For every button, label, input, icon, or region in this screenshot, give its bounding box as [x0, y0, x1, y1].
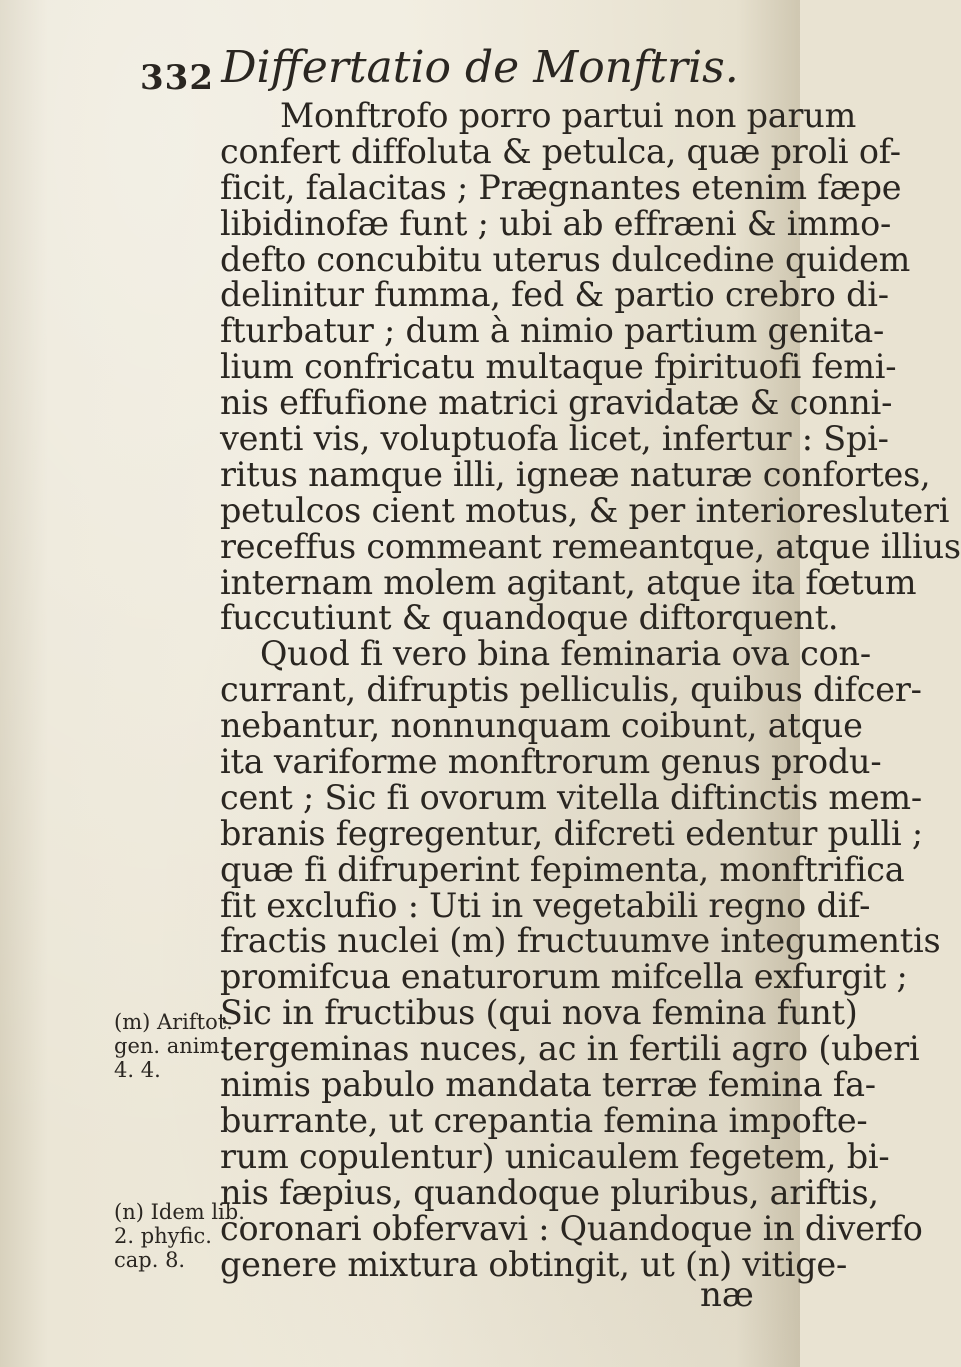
text-line: promifcua enaturorum mifcella exfurgit ;: [220, 957, 908, 997]
margin-note-line: cap. 8.: [114, 1248, 186, 1272]
page-number: 332: [140, 58, 214, 98]
text-line: genere mixtura obtingit, ut (n) vitige-: [220, 1244, 848, 1284]
text-line: delinitur fumma, fed & partio crebro di-: [220, 275, 889, 315]
text-line: defto concubitu uterus dulcedine quidem: [220, 239, 911, 279]
text-line: Sic in fructibus (qui nova femina funt): [220, 993, 858, 1033]
text-line: Quod fi vero bina feminaria ova con-: [260, 634, 871, 674]
margin-note-line: 4. 4.: [114, 1058, 161, 1082]
text-line: venti vis, voluptuofa licet, infertur : Spi-: [220, 419, 889, 459]
text-line: currant, difruptis pelliculis, quibus difcer-: [220, 670, 922, 710]
text-line: receffus commeant remeantque, atque illius: [220, 526, 961, 566]
margin-note-line: (n) Idem lib.: [114, 1200, 245, 1224]
margin-note-line: 2. phyfic.: [114, 1224, 212, 1248]
text-line: coronari obfervavi : Quandoque in diverfo: [220, 1208, 923, 1248]
margin-note-m: [114, 1010, 233, 1082]
text-line: fractis nuclei (m) fructuumve integumentis: [220, 921, 941, 961]
text-line: nis fæpius, quandoque pluribus, ariftis,: [220, 1172, 879, 1212]
text-line: confert diffoluta & petulca, quæ proli of-: [220, 131, 901, 171]
body-text: [220, 96, 961, 1284]
text-line: petulcos cient motus, & per interioresluteri: [220, 490, 950, 530]
catchword: næ: [700, 1275, 754, 1315]
text-line: tergeminas nuces, ac in fertili agro (uberi: [220, 1029, 920, 1069]
text-line: nimis pabulo mandata terræ femina fa-: [220, 1065, 876, 1105]
text-line: ritus namque illi, igneæ naturæ confortes,: [220, 454, 931, 494]
text-line: fturbatur ; dum à nimio partium genita-: [220, 311, 885, 351]
text-line: burrante, ut crepantia femina impofte-: [220, 1100, 868, 1140]
text-line: quæ fi difruperint fepimenta, monftrifica: [220, 849, 905, 889]
text-line: cent ; Sic fi ovorum vitella diftinctis mem-: [220, 777, 922, 817]
text-line: ita variforme monftrorum genus produ-: [220, 742, 882, 782]
margin-note-line: gen. anim.: [114, 1034, 227, 1058]
text-line: branis fegregentur, difcreti edentur pulli ;: [220, 813, 923, 853]
text-line: nis effufione matrici gravidatæ & conni-: [220, 383, 893, 423]
text-line: lium confricatu multaque fpirituofi femi-: [220, 347, 897, 387]
text-line: Monftrofo porro partui non parum: [280, 96, 857, 135]
margin-note-n: [114, 1200, 245, 1272]
text-line: internam molem agitant, atque ita fœtum: [220, 562, 917, 602]
text-line: rum copulentur) unicaulem fegetem, bi-: [220, 1136, 890, 1176]
margin-note-line: (m) Ariftot.: [114, 1010, 233, 1034]
text-line: fit exclufio : Uti in vegetabili regno dif-: [220, 885, 871, 925]
text-line: nebantur, nonnunquam coibunt, atque: [220, 706, 863, 746]
running-head: Differtatio de Monftris.: [221, 42, 739, 93]
text-line: fuccutiunt & quandoque diftorquent.: [220, 598, 839, 638]
text-line: libidinofæ funt ; ubi ab effræni & immo-: [220, 203, 892, 243]
text-line: ficit, falacitas ; Prægnantes etenim fæpe: [220, 167, 902, 207]
